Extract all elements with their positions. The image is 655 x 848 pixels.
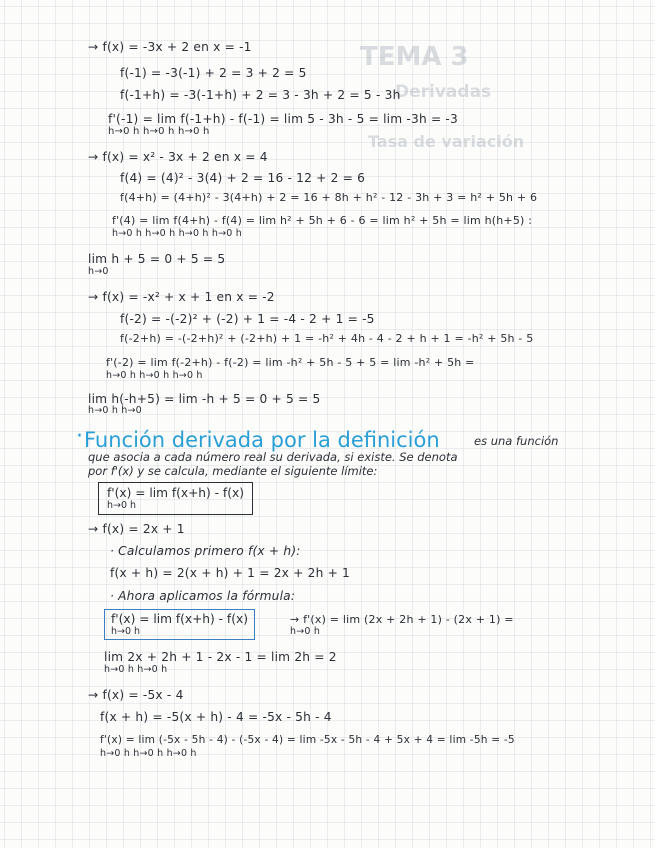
definition-formula-box xyxy=(98,482,253,515)
ex4-formula-sub: h→0 h xyxy=(111,626,141,637)
ex2-title: → f(x) = x² - 3x + 2 en x = 4 xyxy=(88,150,268,164)
ex5-line1: f(x + h) = -5(x + h) - 4 = -5x - 5h - 4 xyxy=(100,710,332,724)
ex4-line3-sub: h→0 h h→0 h xyxy=(104,664,168,675)
ex1-line2: f(-1+h) = -3(-1+h) + 2 = 3 - 3h + 2 = 5 - 3h xyxy=(120,88,401,102)
ex2-line1: f(4) = (4)² - 3(4) + 2 = 16 - 12 + 2 = 6 xyxy=(120,171,366,185)
ex4-line3: lim 2x + 2h + 1 - 2x - 1 = lim 2h = 2 xyxy=(104,650,337,664)
ex4-title: → f(x) = 2x + 1 xyxy=(88,522,185,536)
definition-line2: que asocia a cada número real su derivada, si existe. Se denota xyxy=(88,450,458,464)
ex3-line2: f(-2+h) = -(-2+h)² + (-2+h) + 1 = -h² + 4h - 4 - 2 + h + 1 = -h² + 5h - 5 xyxy=(120,332,534,345)
ex4-line2-sub: h→0 h xyxy=(290,626,321,637)
definition-formula-sub: h→0 h xyxy=(107,500,137,511)
ex5-title: → f(x) = -5x - 4 xyxy=(88,688,184,702)
definition-line3: por f'(x) y se calcula, mediante el siguiente límite: xyxy=(88,464,378,478)
ex1-title: → f(x) = -3x + 2 en x = -1 xyxy=(88,40,252,54)
ex2-line2: f(4+h) = (4+h)² - 3(4+h) + 2 = 16 + 8h + h² - 12 - 3h + 3 = h² + 5h + 6 xyxy=(120,191,538,204)
ex4-line2: → f'(x) = lim (2x + 2h + 1) - (2x + 1) = xyxy=(290,613,514,626)
ex1-line3: f'(-1) = lim f(-1+h) - f(-1) = lim 5 - 3h - 5 = lim -3h = -3 xyxy=(108,112,458,126)
ex2-line4-sub: h→0 xyxy=(88,266,109,277)
ex4-step1: · Calculamos primero f(x + h): xyxy=(110,544,301,558)
watermark-2: Derivadas xyxy=(395,82,492,102)
ex4-formula-box xyxy=(104,609,255,640)
ex3-title: → f(x) = -x² + x + 1 en x = -2 xyxy=(88,290,275,304)
ex1-line3-sub: h→0 h h→0 h h→0 h xyxy=(108,126,210,137)
ex3-line3-sub: h→0 h h→0 h h→0 h xyxy=(106,370,203,381)
ex2-line3-sub: h→0 h h→0 h h→0 h h→0 h xyxy=(112,228,242,239)
ex3-line1: f(-2) = -(-2)² + (-2) + 1 = -4 - 2 + 1 = -5 xyxy=(120,312,375,326)
definition-formula: f'(x) = lim f(x+h) - f(x) xyxy=(107,486,244,500)
watermark-3: Tasa de variación xyxy=(368,132,525,151)
ex3-line3: f'(-2) = lim f(-2+h) - f(-2) = lim -h² + 5h - 5 + 5 = lim -h² + 5h = xyxy=(106,356,475,369)
heading-bullet: · xyxy=(76,424,83,449)
ex5-line2: f'(x) = lim (-5x - 5h - 4) - (-5x - 4) = lim -5x - 5h - 4 + 5x + 4 = lim -5h = -5 xyxy=(100,734,515,746)
ex4-line1: f(x + h) = 2(x + h) + 1 = 2x + 2h + 1 xyxy=(110,566,351,580)
ex2-line4: lim h + 5 = 0 + 5 = 5 xyxy=(88,252,226,266)
definition-heading: Función derivada por la definición xyxy=(84,428,440,452)
ex3-line4: lim h(-h+5) = lim -h + 5 = 0 + 5 = 5 xyxy=(88,392,321,406)
ex4-formula: f'(x) = lim f(x+h) - f(x) xyxy=(111,612,248,626)
ex1-line1: f(-1) = -3(-1) + 2 = 3 + 2 = 5 xyxy=(120,66,307,80)
watermark-1: TEMA 3 xyxy=(360,42,469,72)
definition-line1-rest: es una función xyxy=(474,434,559,448)
ex4-step2: · Ahora aplicamos la fórmula: xyxy=(110,589,296,603)
ex3-line4-sub: h→0 h h→0 xyxy=(88,405,142,416)
ex5-line2-sub: h→0 h h→0 h h→0 h xyxy=(100,748,197,759)
ex2-line3: f'(4) = lim f(4+h) - f(4) = lim h² + 5h + 6 - 6 = lim h² + 5h = lim h(h+5) : xyxy=(112,214,533,227)
